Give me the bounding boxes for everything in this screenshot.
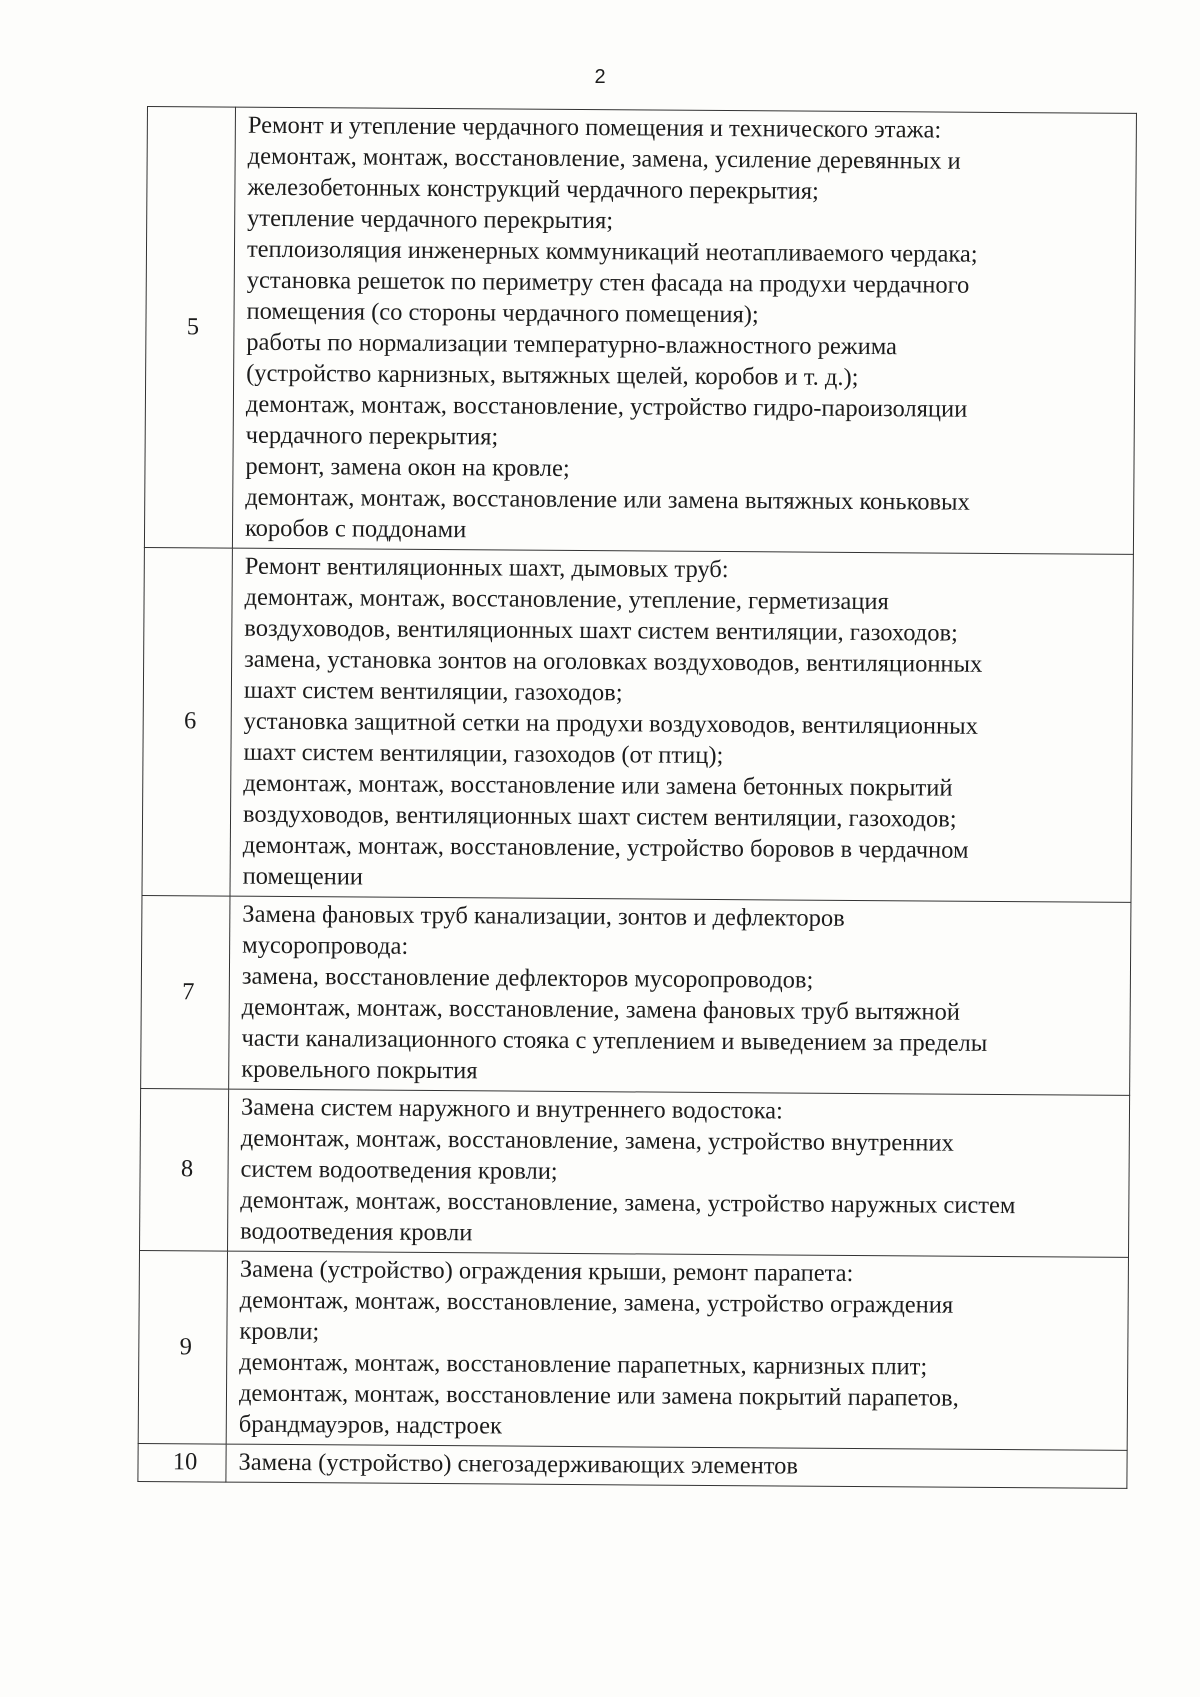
content-line: демонтаж, монтаж, восстановление, устройство гидро-пароизоляции	[245, 390, 968, 423]
content-line: замена, восстановление дефлекторов мусоропроводов;	[241, 962, 814, 994]
row-content	[226, 1444, 1127, 1488]
content-line: железобетонных конструкций чердачного перекрытия;	[247, 173, 819, 205]
content-line: установка решеток по периметру стен фасада на продухи чердачного	[246, 266, 970, 299]
content-line: (устройство карнизных, вытяжных щелей, коробов и т. д.);	[246, 359, 859, 391]
row-number: 10	[138, 1443, 226, 1482]
content-line: мусоропровода:	[242, 931, 409, 960]
works-table	[137, 106, 1137, 1489]
table-row	[138, 1443, 1127, 1488]
content-line: шахт систем вентиляции, газоходов (от птиц);	[243, 738, 724, 770]
content-line: ремонт, замена окон на кровле;	[245, 452, 570, 482]
content-line: демонтаж, монтаж, восстановление или замена покрытий парапетов,	[238, 1379, 959, 1412]
table-row	[142, 547, 1133, 902]
content-line: Ремонт вентиляционных шахт, дымовых труб:	[244, 552, 729, 584]
content-line: Замена фановых труб канализации, зонтов и дефлекторов	[242, 900, 845, 932]
row-number: 7	[141, 895, 230, 1089]
row-number: 5	[144, 107, 235, 549]
content-line: демонтаж, монтаж, восстановление, замена, устройство ограждения	[239, 1286, 954, 1319]
works-table-body	[138, 107, 1137, 1489]
content-line: кровли;	[239, 1317, 320, 1346]
content-line: Замена (устройство) ограждения крыши, ремонт парапета:	[239, 1255, 854, 1287]
row-content	[230, 548, 1133, 902]
table-row	[140, 1088, 1130, 1257]
content-line: демонтаж, монтаж, восстановление, замена, устройство наружных систем	[240, 1186, 1016, 1220]
content-line: демонтаж, монтаж, восстановление, замена фановых труб вытяжной	[241, 993, 961, 1026]
content-line: кровельного покрытия	[241, 1055, 478, 1085]
row-content	[226, 1251, 1128, 1450]
content-line: работы по нормализации температурно-влажностного режима	[246, 328, 898, 361]
row-number: 9	[138, 1250, 227, 1444]
content-line: воздуховодов, вентиляционных шахт систем вентиляции, газоходов;	[242, 800, 957, 833]
table-row	[141, 895, 1131, 1095]
content-line: шахт систем вентиляции, газоходов;	[243, 676, 623, 707]
content-line: демонтаж, монтаж, восстановление, замена, устройство внутренних	[240, 1124, 954, 1157]
content-line: установка защитной сетки на продухи воздуховодов, вентиляционных	[243, 707, 978, 740]
content-line: замена, установка зонтов на оголовках воздуховодов, вентиляционных	[244, 645, 983, 678]
row-content	[229, 896, 1131, 1095]
content-line: брандмауэров, надстроек	[238, 1410, 503, 1440]
content-line: систем водоотведения кровли;	[240, 1155, 558, 1185]
content-line: демонтаж, монтаж, восстановление или замена бетонных покрытий	[243, 769, 953, 802]
table-row	[138, 1250, 1128, 1450]
row-content	[232, 107, 1136, 554]
row-content	[228, 1089, 1130, 1257]
row-number: 6	[142, 547, 232, 896]
content-line: Ремонт и утепление чердачного помещения и технического этажа:	[247, 111, 942, 144]
content-line: коробов с поддонами	[244, 514, 467, 544]
table-row	[144, 107, 1136, 555]
content-line: Замена (устройство) снегозадерживающих элементов	[238, 1448, 799, 1480]
content-line: помещения (со стороны чердачного помещения);	[246, 297, 759, 329]
content-line: помещении	[242, 862, 364, 891]
content-line: демонтаж, монтаж, восстановление, устройство боровов в чердачном	[242, 831, 969, 864]
row-number: 8	[140, 1088, 229, 1251]
content-line: Замена систем наружного и внутреннего водостока:	[240, 1093, 783, 1125]
content-line: части канализационного стояка с утеплением и выведением за пределы	[241, 1024, 988, 1057]
content-line: воздуховодов, вентиляционных шахт систем вентиляции, газоходов;	[244, 614, 958, 647]
content-line: демонтаж, монтаж, восстановление или замена вытяжных коньковых	[245, 483, 970, 516]
content-line: теплоизоляция инженерных коммуникаций неотапливаемого чердака;	[246, 235, 978, 268]
content-line: демонтаж, монтаж, восстановление, утепление, герметизация	[244, 583, 889, 616]
content-line: чердачного перекрытия;	[245, 421, 499, 451]
content-line: демонтаж, монтаж, восстановление парапетных, карнизных плит;	[239, 1348, 928, 1381]
page-number: 2	[594, 66, 606, 88]
content-line: водоотведения кровли	[240, 1217, 473, 1247]
content-line: демонтаж, монтаж, восстановление, замена, усиление деревянных и	[247, 142, 961, 175]
content-line: утепление чердачного перекрытия;	[247, 204, 614, 235]
